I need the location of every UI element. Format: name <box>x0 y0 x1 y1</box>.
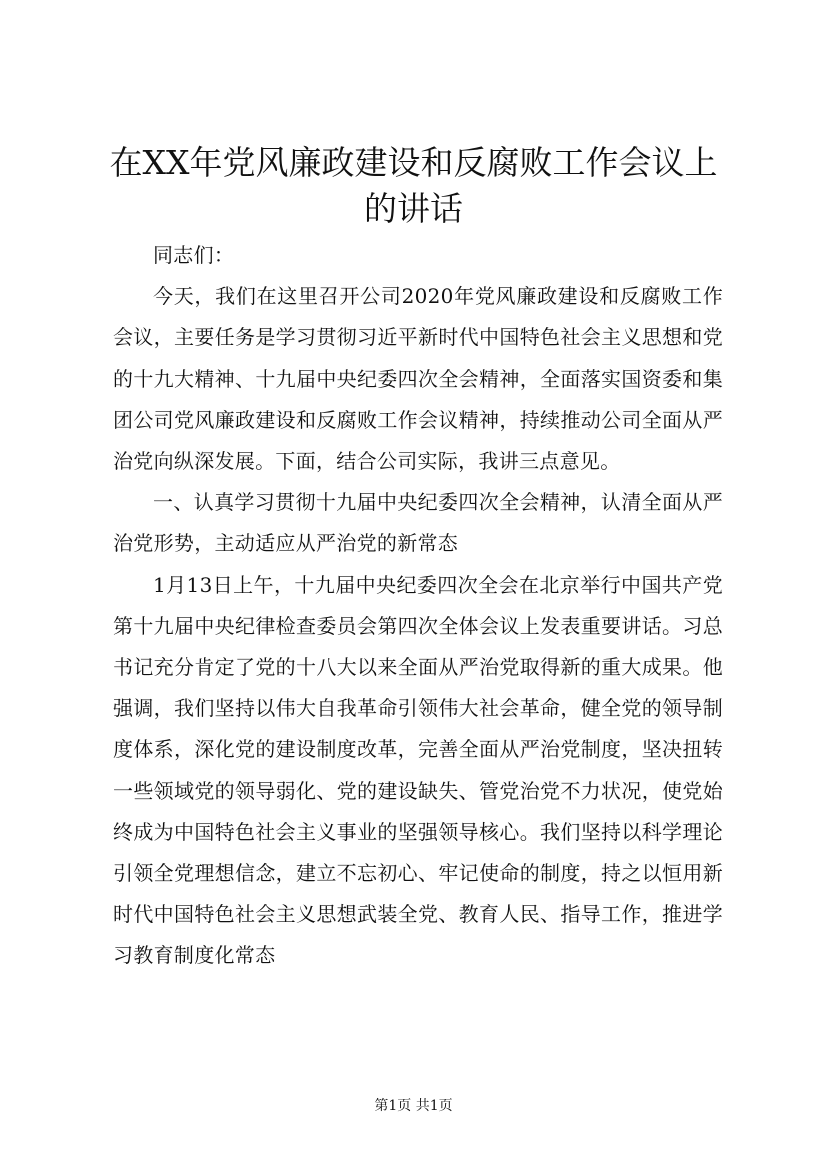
salutation: 同志们： <box>153 243 235 267</box>
paragraph-section-1: 1月13日上午，十九届中央纪委四次全会在北京举行中国共产党第十九届中央纪律检查委员会第四次全体会议上发表重要讲话。习总书记充分肯定了党的十八大以来全面从严治党取得新的重大成果。他强调，我们坚持以伟大自我革命引领伟大社会革命，健全党的领导制度体系，深化党的建设制度改革，完善全面从严治党制度，坚决扭转一些领域党的领导弱化、党的建设缺失、管党治党不力状况，使党始终成为中国特色社会主义事业的坚强领导核心。我们坚持以科学理论引领全党理想信念，建立不忘初心、牢记使命的制度，持之以恒用新时代中国特色社会主义思想武装全党、教育人民、指导工作，推进学习教育制度化常态 <box>113 572 723 968</box>
document-body <box>113 235 723 977</box>
paragraph-intro: 今天，我们在这里召开公司2020年党风廉政建设和反腐败工作会议，主要任务是学习贯彻习近平新时代中国特色社会主义思想和党的十九大精神、十九届中央纪委四次全会精神，全面落实国资委和集团公司党风廉政建设和反腐败工作会议精神，持续推动公司全面从严治党向纵深发展。下面，结合公司实际，我讲三点意见。 <box>113 284 723 474</box>
page-footer: 第1页 共1页 <box>374 1098 453 1114</box>
section-heading-1: 一、认真学习贯彻十九届中央纪委四次全会精神，认清全面从严治党形势，主动适应从严治党的新常态 <box>113 490 723 556</box>
document-title: 在XX年党风廉政建设和反腐败工作会议上的讲话 <box>109 143 718 228</box>
